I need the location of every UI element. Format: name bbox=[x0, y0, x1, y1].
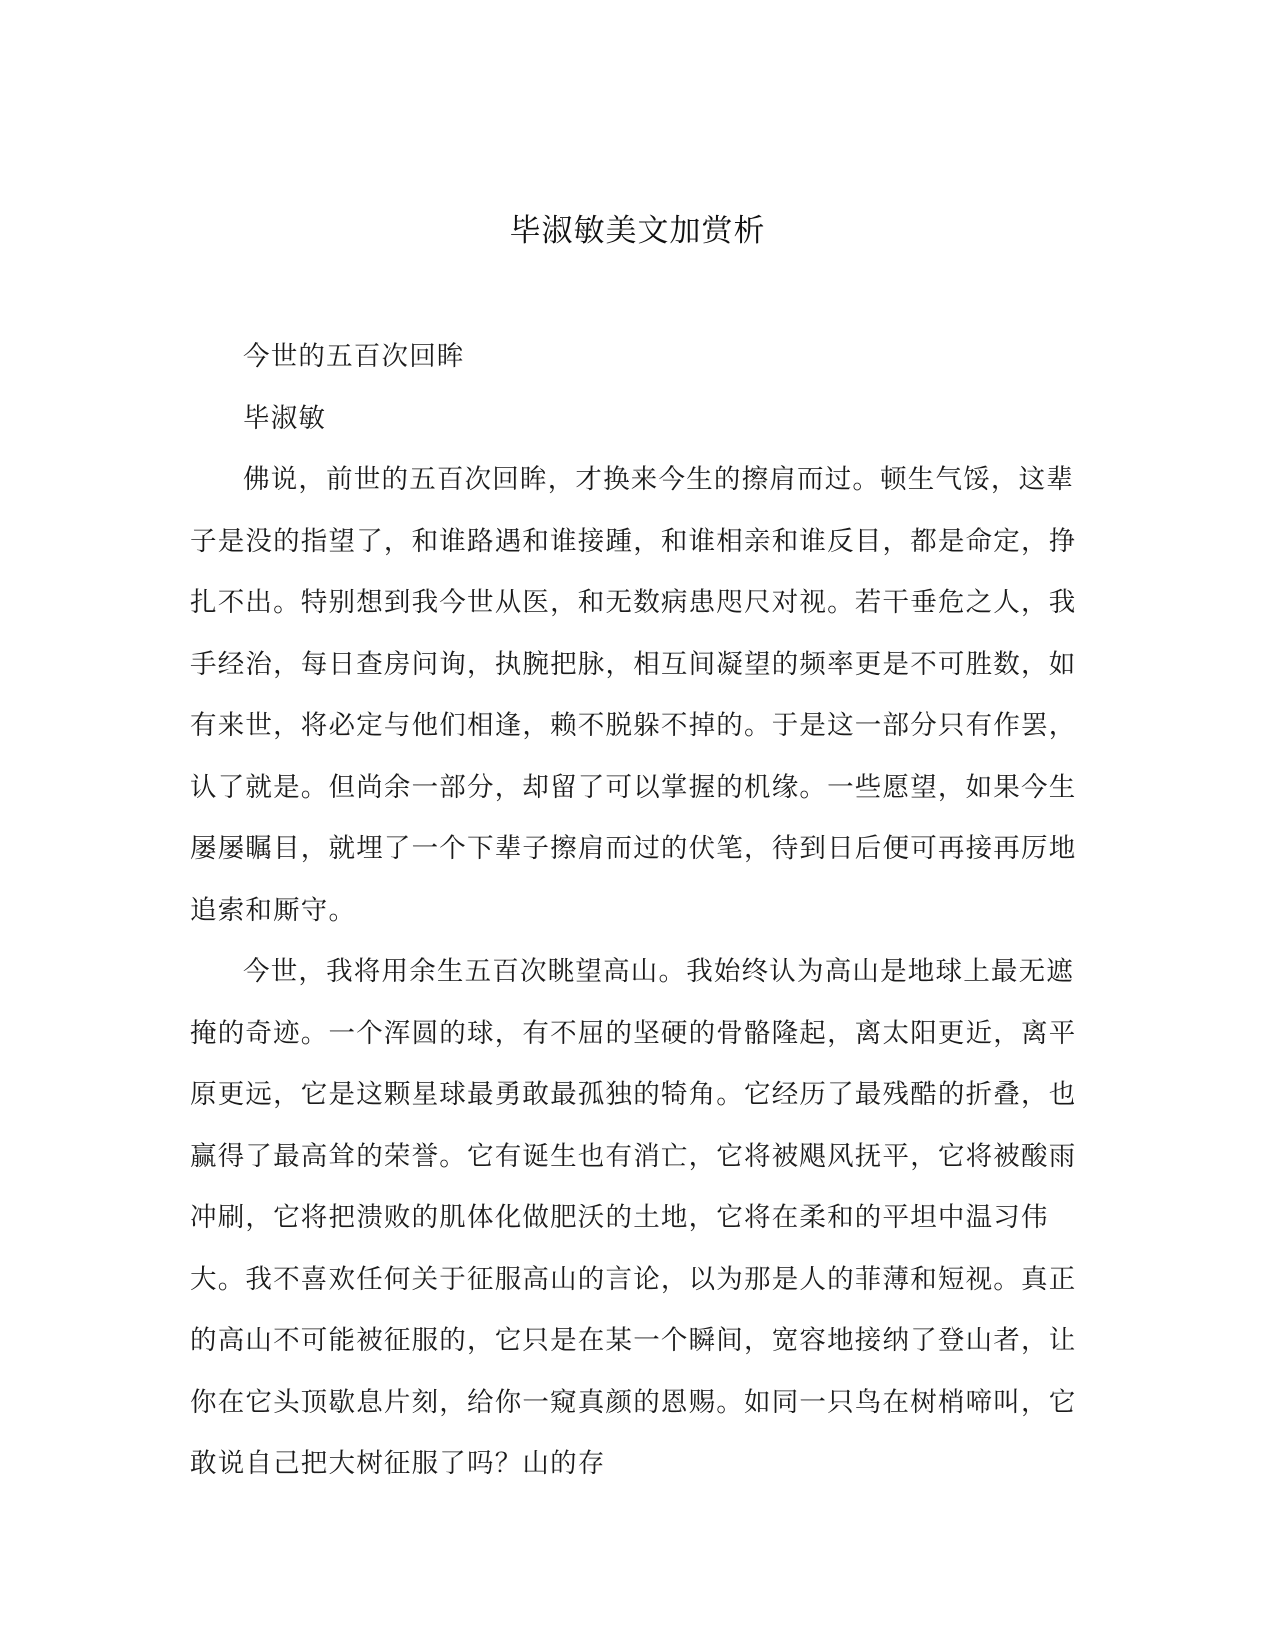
document-body bbox=[190, 326, 1080, 1495]
paragraph-2: 今世，我将用余生五百次眺望高山。我始终认为高山是地球上最无遮掩的奇迹。一个浑圆的球，有不屈的坚硬的骨骼隆起，离太阳更近，离平原更远，它是这颗星球最勇敢最孤独的犄角。它经历了最残酷的折叠，也赢得了最高耸的荣誉。它有诞生也有消亡，它将被飓风抚平，它将被酸雨冲刷，它将把溃败的肌体化做肥沃的土地，它将在柔和的平坦中温习伟大。我不喜欢任何关于征服高山的言论，以为那是人的菲薄和短视。真正的高山不可能被征服的，它只是在某一个瞬间，宽容地接纳了登山者，让你在它头顶歇息片刻，给你一窥真颜的恩赐。如同一只鸟在树梢啼叫，它敢说自己把大树征服了吗？山的存 bbox=[190, 956, 1077, 1479]
essay-title: 今世的五百次回眸 bbox=[243, 341, 465, 372]
essay-author: 毕淑敏 bbox=[243, 402, 327, 434]
document-title: 毕淑敏美文加赏析 bbox=[509, 213, 766, 249]
paragraph-1: 佛说，前世的五百次回眸，才换来今生的擦肩而过。顿生气馁，这辈子是没的指望了，和谁路遇和谁接踵，和谁相亲和谁反目，都是命定，挣扎不出。特别想到我今世从医，和无数病患咫尺对视。若干垂危之人，我手经治，每日查房问询，执腕把脉，相互间凝望的频率更是不可胜数，如有来世，将必定与他们相逢，赖不脱躲不掉的。于是这一部分只有作罢，认了就是。但尚余一部分，却留了可以掌握的机缘。一些愿望，如果今生屡屡瞩目，就埋了一个下辈子擦肩而过的伏笔，待到日后便可再接再厉地追索和厮守。 bbox=[190, 464, 1077, 926]
